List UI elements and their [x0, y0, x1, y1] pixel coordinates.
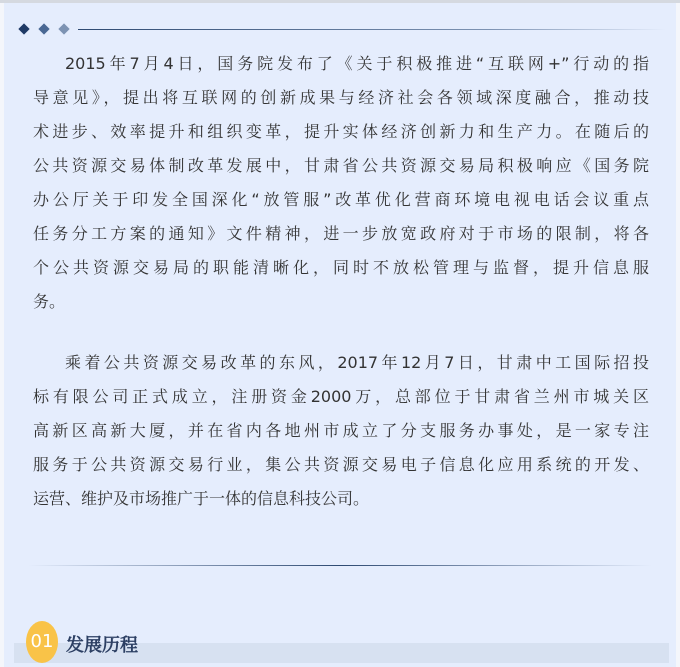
text-line: 术进步、效率提升和组织变革，提升实体经济创新力和生产力。在随后的 [33, 122, 649, 141]
diamond-icon [38, 23, 49, 34]
paragraph-2 [33, 346, 649, 516]
text-line: 任务分工方案的通知》文件精神，进一步放宽政府对于市场的限制，将各 [33, 224, 649, 243]
text-line: 个公共资源交易局的职能清晰化，同时不放松管理与监督，提升信息服 [33, 258, 649, 277]
section-number-badge: 01 [26, 621, 58, 663]
text-line: 乘着公共资源交易改革的东风，2017年12月7日，甘肃中工国际招投 [65, 353, 649, 372]
header-rule [78, 29, 666, 30]
section-title: 发展历程 [66, 635, 138, 656]
section-divider [28, 565, 652, 566]
text-line: 运营、维护及市场推广于一体的信息科技公司。 [33, 489, 370, 508]
text-line: 公共资源交易体制改革发展中，甘肃省公共资源交易局积极响应《国务院 [33, 156, 649, 175]
text-line: 高新区高新大厦，并在省内各地州市成立了分支服务办事处，是一家专注 [33, 421, 649, 440]
text-line: 服务于公共资源交易行业，集公共资源交易电子信息化应用系统的开发、 [33, 455, 649, 474]
article-card [4, 3, 676, 667]
text-line: 标有限公司正式成立，注册资金2000万，总部位于甘肃省兰州市城关区 [33, 387, 649, 406]
text-line: 办公厅关于印发全国深化“放管服”改革优化营商环境电视电话会议重点 [33, 190, 649, 209]
text-line: 2015年7月4日，国务院发布了《关于积极推进“互联网+”行动的指 [65, 54, 649, 73]
diamond-icon [58, 23, 69, 34]
header-decoration [18, 25, 668, 35]
paragraph-1 [33, 47, 649, 319]
text-line: 务。 [33, 292, 66, 311]
text-line: 导意见》，提出将互联网的创新成果与经济社会各领域深度融合，推动技 [33, 88, 649, 107]
diamond-icon [18, 23, 29, 34]
